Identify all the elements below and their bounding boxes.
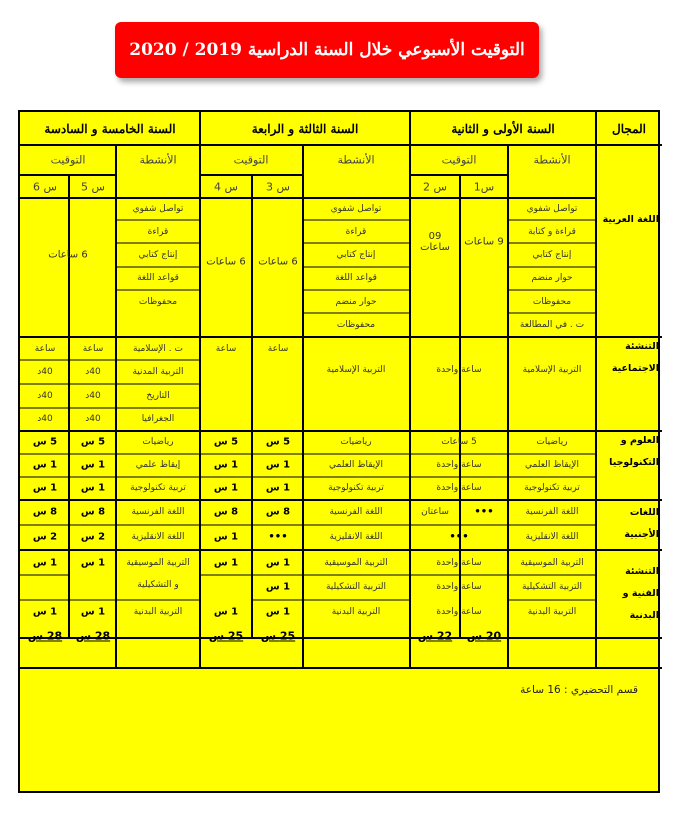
list-item: تربية تكنولوجية: [328, 483, 384, 493]
header-timing-12: التوقيت: [441, 153, 477, 167]
total-s3: 25 س: [260, 629, 296, 643]
arts-s3: 1 س: [265, 606, 291, 618]
domain-arabic: اللغة العربية: [602, 214, 659, 225]
header-level-3-4: السنة الثالثة و الرابعة: [251, 122, 359, 136]
social-a34: التربية الإسلامية: [326, 365, 386, 375]
domain-foreign: اللغات الأجنبية: [624, 507, 659, 540]
foreign-s4: 1 س: [213, 531, 239, 543]
list-item: التاريخ: [146, 391, 170, 401]
list-item: حوار منضم: [531, 273, 573, 283]
science-t12: ساعة واحدة: [436, 460, 482, 470]
header-s5: س 5: [81, 180, 105, 194]
header-level-5-6: السنة الخامسة و السادسة: [44, 122, 176, 136]
foreign-s1: •••: [474, 506, 494, 518]
social-s3: ساعة: [267, 344, 289, 354]
list-item: الإيقاظ العلمي: [329, 460, 383, 470]
social-s6: 40د: [37, 367, 53, 377]
list-item: التربية البدنية: [331, 607, 381, 617]
arts-s4: 1 س: [213, 557, 239, 569]
list-item: حوار منضم: [335, 297, 377, 307]
list-item: إيقاظ علمي: [135, 460, 181, 470]
domain-science: العلوم و التكنولوجيا: [609, 435, 659, 468]
total-s6: 28 س: [27, 629, 63, 643]
arts-s4: 1 س: [213, 606, 239, 618]
domain-arts: التنشئة الفنية و البدنية: [622, 566, 659, 621]
list-item: الجغرافيا: [141, 414, 175, 424]
science-s4: 5 س: [213, 436, 239, 448]
list-item: تربية تكنولوجية: [524, 483, 580, 493]
list-item: إنتاج كتابي: [336, 250, 376, 260]
header-activities-56: الأنشطة: [139, 153, 177, 167]
header-s3: س 3: [266, 180, 290, 194]
list-item: التربية الموسيقية: [324, 558, 388, 568]
arts-s3: 1 س: [265, 557, 291, 569]
arabic-s4: 6 ساعات: [206, 256, 246, 268]
arts-s3: 1 س: [265, 581, 291, 593]
list-item: التربية المدنية: [132, 367, 184, 377]
list-item: التربية البدنية: [527, 607, 577, 617]
social-a12: التربية الإسلامية: [522, 365, 582, 375]
science-s4: 1 س: [213, 482, 239, 494]
social-s5: 40د: [85, 391, 101, 401]
science-s3: 5 س: [265, 436, 291, 448]
list-item: رياضيات: [536, 437, 568, 447]
foreign-s5: 2 س: [80, 531, 106, 543]
social-s5: 40د: [85, 414, 101, 424]
list-item: قراءة و كتابة: [528, 227, 576, 237]
science-s4: 1 س: [213, 459, 239, 471]
list-item: قواعد اللغة: [137, 273, 179, 283]
science-s6: 1 س: [32, 459, 58, 471]
list-item: التربية الموسيقية: [520, 558, 584, 568]
science-t12: 5 ساعات: [441, 437, 477, 447]
arabic-s2: 09 ساعات: [420, 231, 450, 253]
social-s6: ساعة: [34, 344, 56, 354]
header-s2: س 2: [423, 180, 447, 194]
list-item: اللغة الانقليزية: [329, 532, 383, 542]
arts-s6: 1 س: [32, 606, 58, 618]
list-item: اللغة الفرنسية: [131, 507, 185, 517]
list-item: إنتاج كتابي: [532, 250, 572, 260]
arabic-s3: 6 ساعات: [258, 256, 298, 268]
list-item: التربية التشكيلية: [521, 582, 583, 592]
list-item: تواصل شفوي: [526, 204, 578, 214]
science-s5: 1 س: [80, 459, 106, 471]
header-timing-56: التوقيت: [50, 153, 86, 167]
arts-s6: 1 س: [32, 557, 58, 569]
header-s6: س 6: [33, 180, 57, 194]
science-s3: 1 س: [265, 482, 291, 494]
header-s4: س 4: [214, 180, 238, 194]
list-item: ت . الإسلامية: [133, 344, 183, 354]
arts-s5: 1 س: [80, 557, 106, 569]
foreign-s5: 8 س: [80, 506, 106, 518]
arabic-s56: 6 ساعات: [48, 249, 88, 261]
science-s5: 5 س: [80, 436, 106, 448]
header-activities-12: الأنشطة: [533, 153, 571, 167]
arts-t12: ساعة واحدة: [436, 607, 482, 617]
list-item: تواصل شفوي: [132, 204, 184, 214]
list-item: التربية التشكيلية: [325, 582, 387, 592]
list-item: التربية البدنية: [133, 607, 183, 617]
foreign-s4: 8 س: [213, 506, 239, 518]
list-item: اللغة الفرنسية: [525, 507, 579, 517]
list-item: رياضيات: [340, 437, 372, 447]
foreign-s3: •••: [268, 531, 288, 543]
list-item: محفوظات: [138, 297, 178, 307]
arabic-s1: 9 ساعات: [464, 236, 504, 248]
foreign-t12b: •••: [449, 531, 469, 543]
list-item: التربية الموسيقية: [126, 558, 190, 568]
total-s5: 28 س: [75, 629, 111, 643]
list-item: اللغة الفرنسية: [329, 507, 383, 517]
preparatory-note: قسم التحضيري : 16 ساعة: [520, 684, 638, 696]
list-item: ت . في المطالعة: [519, 320, 585, 330]
timetable: [18, 110, 660, 793]
arts-s5: 1 س: [80, 606, 106, 618]
list-item: محفوظات: [336, 320, 376, 330]
foreign-s3: 8 س: [265, 506, 291, 518]
science-s6: 1 س: [32, 482, 58, 494]
header-level-1-2: السنة الأولى و الثانية: [451, 122, 555, 136]
social-s4: ساعة: [215, 344, 237, 354]
header-activities-34: الأنشطة: [337, 153, 375, 167]
science-s5: 1 س: [80, 482, 106, 494]
header-domain: المجال: [611, 122, 647, 136]
list-item: محفوظات: [532, 297, 572, 307]
science-s3: 1 س: [265, 459, 291, 471]
list-item: قراءة: [147, 227, 169, 237]
list-item: قواعد اللغة: [335, 273, 377, 283]
domain-social: التنشئة الاجتماعية: [611, 341, 659, 374]
science-s6: 5 س: [32, 436, 58, 448]
science-t12: ساعة واحدة: [436, 483, 482, 493]
list-item: اللغة الانقليزية: [131, 532, 185, 542]
list-item: و التشكيلية: [137, 580, 179, 590]
total-s2: 22 س: [417, 629, 453, 643]
social-s5: ساعة: [82, 344, 104, 354]
list-item: إنتاج كتابي: [138, 250, 178, 260]
list-item: تواصل شفوي: [330, 204, 382, 214]
total-s1: 20 س: [466, 629, 502, 643]
social-s6: 40د: [37, 391, 53, 401]
total-s4: 25 س: [208, 629, 244, 643]
foreign-s6: 8 س: [32, 506, 58, 518]
header-s1: س1: [473, 180, 495, 194]
arts-t12: ساعة واحدة: [436, 558, 482, 568]
arts-t12: ساعة واحدة: [436, 582, 482, 592]
foreign-s2: ساعتان: [421, 507, 449, 517]
title-banner: [115, 22, 539, 78]
page-title: التوقيت الأسبوعي خلال السنة الدراسية 2019 / 2020: [129, 40, 525, 60]
foreign-s6: 2 س: [32, 531, 58, 543]
list-item: الإيقاظ العلمي: [525, 460, 579, 470]
list-item: اللغة الانقليزية: [525, 532, 579, 542]
header-timing-34: التوقيت: [233, 153, 269, 167]
list-item: رياضيات: [142, 437, 174, 447]
social-s6: 40د: [37, 414, 53, 424]
social-s5: 40د: [85, 367, 101, 377]
list-item: تربية تكنولوجية: [130, 483, 186, 493]
list-item: قراءة: [345, 227, 367, 237]
social-t12: ساعة واحدة: [436, 365, 482, 375]
